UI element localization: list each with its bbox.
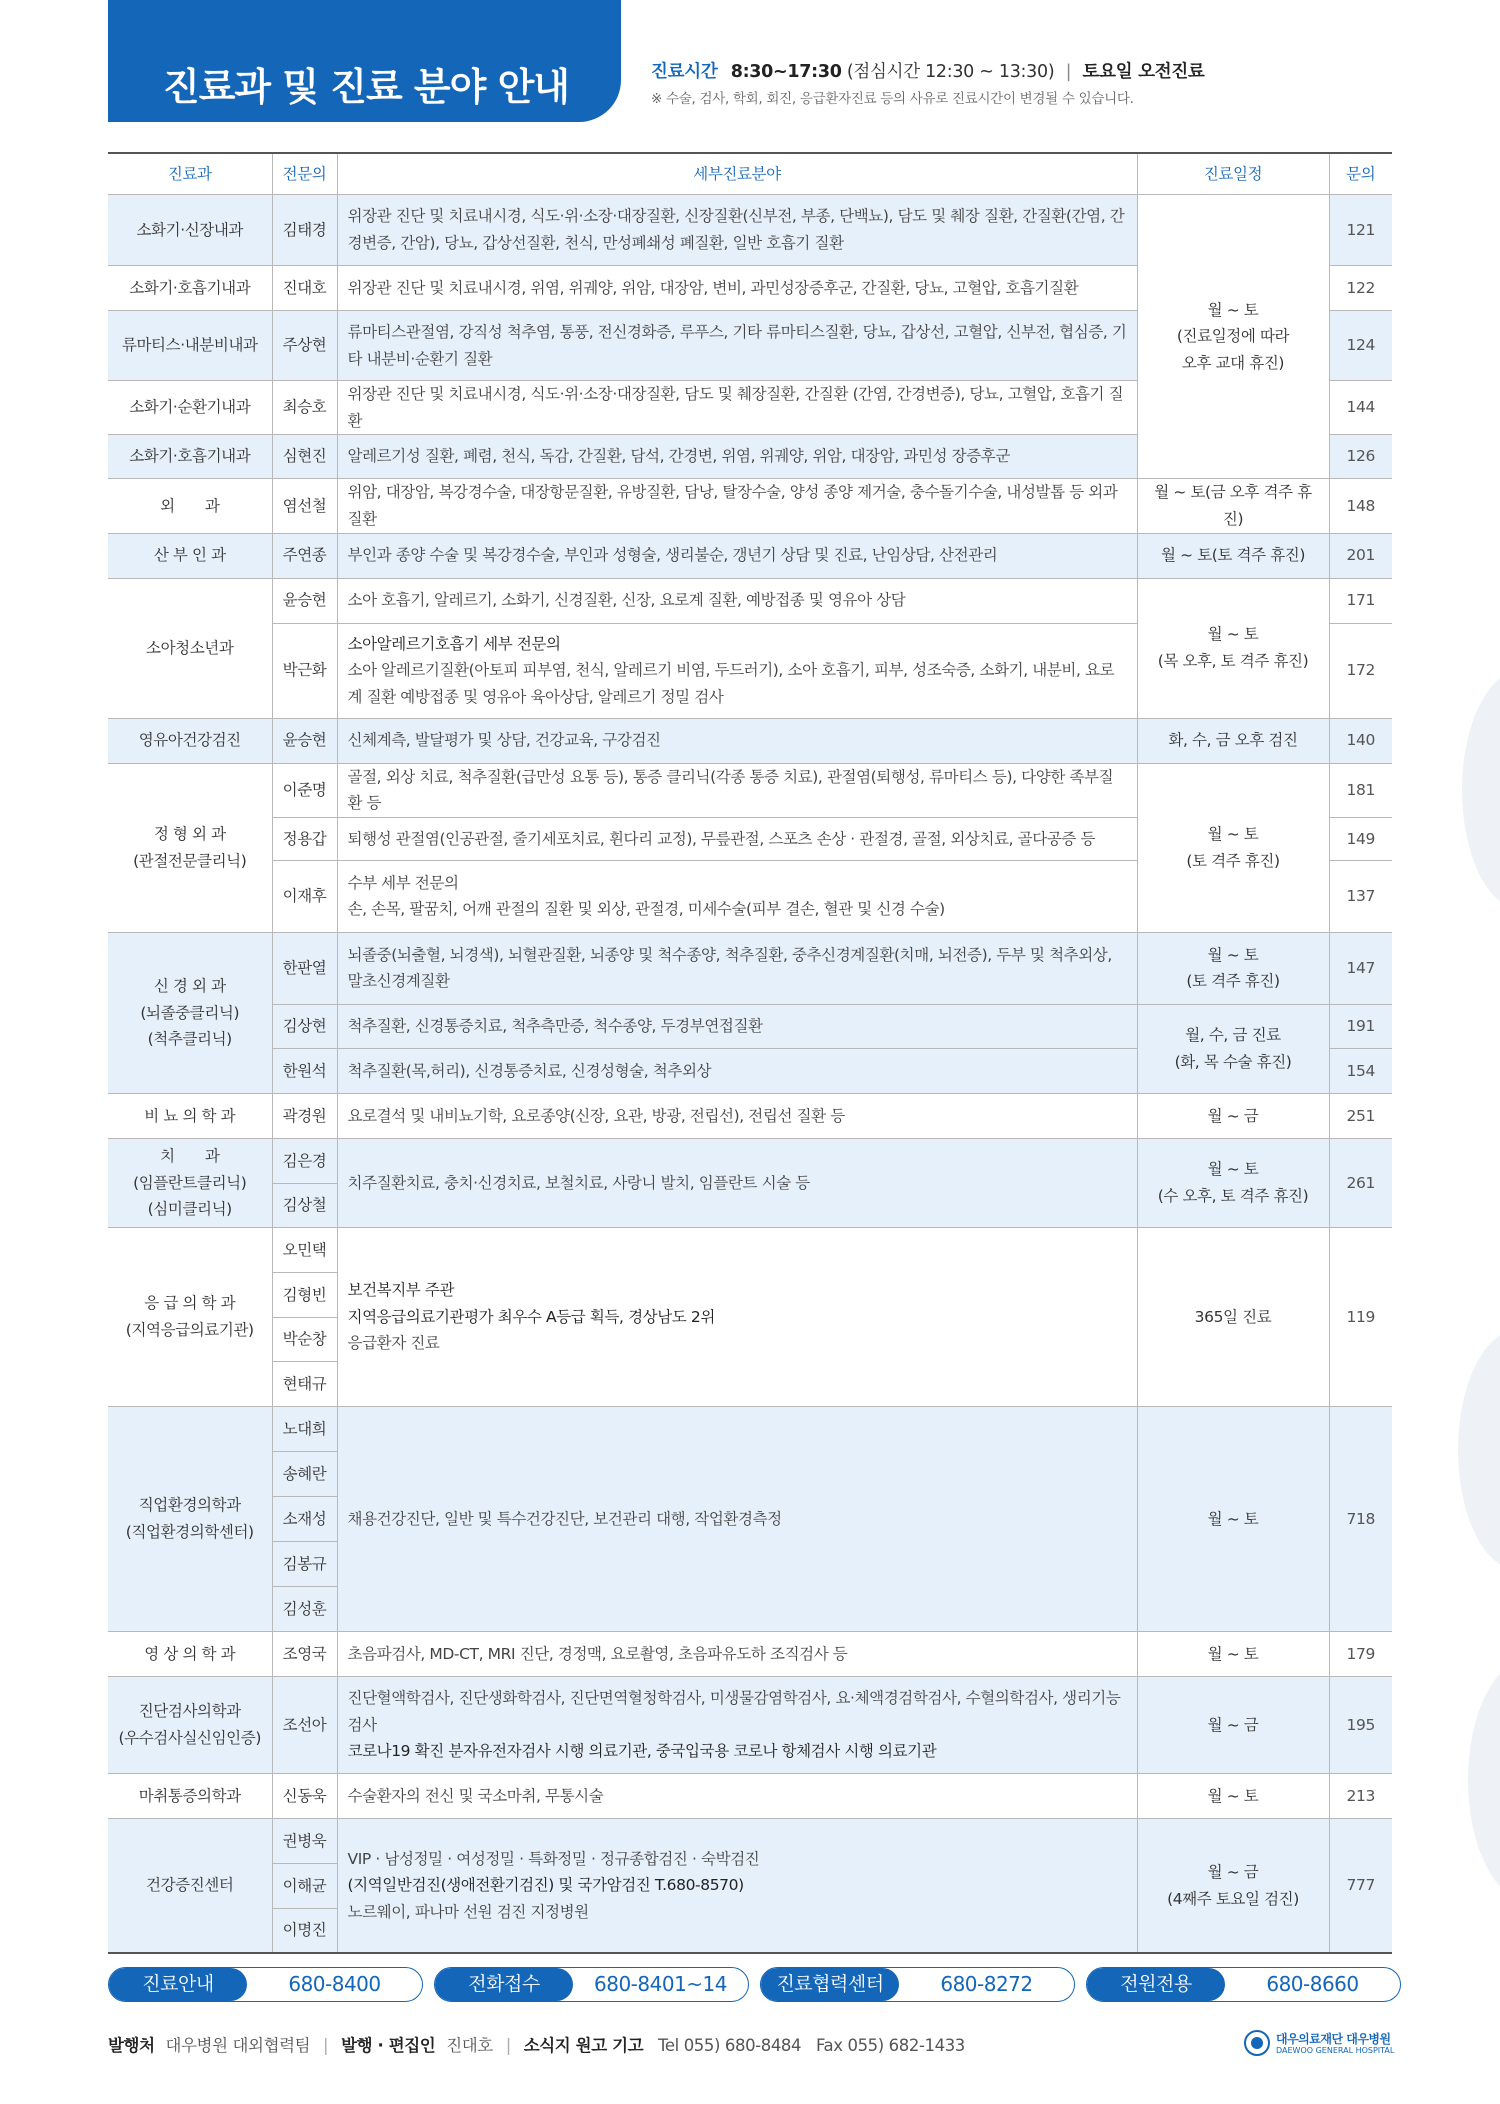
dept-cell: 비 뇨 의 학 과: [108, 1093, 272, 1138]
detail-cell: 부인과 종양 수술 및 복강경수술, 부인과 성형술, 생리불순, 갱년기 상담 및 진료, 난임상담, 산전관리: [337, 533, 1137, 578]
page-title: 진료과 및 진료 분야 안내: [163, 65, 569, 109]
doctor-cell: 곽경원: [272, 1093, 337, 1138]
table-row: [108, 1631, 1392, 1676]
dept-cell: 산 부 인 과: [108, 533, 272, 578]
hours-info: [651, 58, 1205, 83]
doctor-cell: 김태경: [272, 195, 337, 266]
tel-cell: 140: [1329, 718, 1392, 763]
detail-cell: 채용건강진단, 일반 및 특수건강진단, 보건관리 대행, 작업환경측정: [337, 1406, 1137, 1631]
doctor-cell: 김봉규: [272, 1541, 337, 1586]
tel-cell: 148: [1329, 479, 1392, 533]
header-detail: 세부진료분야: [337, 153, 1137, 195]
dept-cell: 소화기·호흡기내과: [108, 266, 272, 311]
tel-cell: 122: [1329, 266, 1392, 311]
detail-cell: 진단혈액학검사, 진단생화학검사, 진단면역혈청학검사, 미생물감염학검사, 요·체액경검학검사, 수혈의학검사, 생리기능검사 코로나19 확진 분자유전자검사 시행 의료기관, 중국입국용 코로나 항체검사 시행 의료기관: [337, 1676, 1137, 1773]
dept-cell: 직업환경의학과 (직업환경의학센터): [108, 1406, 272, 1631]
doctor-cell: 한원석: [272, 1048, 337, 1093]
publisher-label: 발행처: [108, 2036, 155, 2055]
table-row: [108, 718, 1392, 763]
detail-cell: 퇴행성 관절염(인공관절, 줄기세포치료, 휜다리 교정), 무릎관절, 스포츠 손상 · 관절경, 골절, 외상치료, 골다공증 등: [337, 817, 1137, 860]
hospital-logo: [1244, 2028, 1394, 2060]
doctor-cell: 윤승현: [272, 578, 337, 623]
schedule-cell: 화, 수, 금 오후 검진: [1137, 718, 1329, 763]
schedule-cell: 365일 진료: [1137, 1227, 1329, 1406]
table-header-row: [108, 153, 1392, 195]
schedule-cell: 월 ~ 토 (수 오후, 토 격주 휴진): [1137, 1138, 1329, 1227]
doctor-cell: 김형빈: [272, 1272, 337, 1317]
tel-cell: 119: [1329, 1227, 1392, 1406]
tel-cell: 718: [1329, 1406, 1392, 1631]
detail-cell: 수술환자의 전신 및 국소마취, 무통시술: [337, 1773, 1137, 1818]
table-row: [108, 1093, 1392, 1138]
tel-cell: 181: [1329, 763, 1392, 817]
detail-cell: 위장관 진단 및 치료내시경, 위염, 위궤양, 위암, 대장암, 변비, 과민성장증후군, 간질환, 당뇨, 고혈압, 호흡기질환: [337, 266, 1137, 311]
contact-number: 680-8401~14: [594, 1972, 727, 1996]
header-schedule: 진료일정: [1137, 153, 1329, 195]
dept-cell: 소화기·순환기내과: [108, 381, 272, 435]
hours-separator: |: [1065, 62, 1072, 82]
contact-pill-transfer: [1086, 1967, 1401, 2002]
saturday-hours: 토요일 오전진료: [1082, 62, 1205, 82]
table-row: [108, 1227, 1392, 1272]
contact-number: 680-8660: [1266, 1972, 1359, 1996]
schedule-cell: 월 ~ 금: [1137, 1093, 1329, 1138]
table-row: [108, 1676, 1392, 1773]
doctor-cell: 송혜란: [272, 1451, 337, 1496]
tel-cell: 179: [1329, 1631, 1392, 1676]
doctor-cell: 윤승현: [272, 718, 337, 763]
tel-cell: 261: [1329, 1138, 1392, 1227]
tel-cell: 124: [1329, 311, 1392, 381]
header-dept: 진료과: [108, 153, 272, 195]
detail-cell: 척추질환(목,허리), 신경통증치료, 신경성형술, 척추외상: [337, 1048, 1137, 1093]
detail-cell: 초음파검사, MD-CT, MRI 진단, 경정맥, 요로촬영, 초음파유도하 조직검사 등: [337, 1631, 1137, 1676]
schedule-cell: 월, 수, 금 진료 (화, 목 수술 휴진): [1137, 1004, 1329, 1093]
detail-cell: 척추질환, 신경통증치료, 척추측만증, 척수종양, 두경부연접질환: [337, 1004, 1137, 1048]
table-row: [108, 195, 1392, 266]
submit-label: 소식지 원고 기고: [523, 2036, 644, 2055]
dept-cell: 건강증진센터: [108, 1818, 272, 1953]
dept-cell: 정 형 외 과 (관절전문클리닉): [108, 763, 272, 932]
decor-circle: [1462, 670, 1500, 910]
contact-label: 진료협력센터: [761, 1968, 899, 2001]
schedule-cell: 월 ~ 토(금 오후 격주 휴진): [1137, 479, 1329, 533]
title-banner: [108, 0, 621, 122]
doctor-cell: 이해균: [272, 1863, 337, 1908]
editor: 진대호: [446, 2036, 493, 2055]
tel-cell: 172: [1329, 623, 1392, 718]
dept-cell: 마취통증의학과: [108, 1773, 272, 1818]
dept-cell: 치 과 (임플란트클리닉) (심미클리닉): [108, 1138, 272, 1227]
contact-pill-info: [108, 1967, 423, 2002]
hours-label: 진료시간: [651, 62, 718, 82]
tel-cell: 171: [1329, 578, 1392, 623]
detail-cell: 류마티스관절염, 강직성 척추염, 통풍, 전신경화증, 루푸스, 기타 류마티스질환, 당뇨, 갑상선, 고혈압, 신부전, 협심증, 기타 내분비·순환기 질환: [337, 311, 1137, 381]
detail-cell: VIP · 남성정밀 · 여성정밀 · 특화정밀 · 정규종합검진 · 숙박검진 (지역일반검진(생애전환기검진) 및 국가암검진 T.680-8570) 노르웨이, 파나마 선원 검진 지정병원: [337, 1818, 1137, 1953]
tel-cell: 213: [1329, 1773, 1392, 1818]
tel-cell: 154: [1329, 1048, 1392, 1093]
detail-cell: 수부 세부 전문의 손, 손목, 팔꿈치, 어깨 관절의 질환 및 외상, 관절경, 미세수술(피부 결손, 혈관 및 신경 수술): [337, 860, 1137, 932]
tel-cell: 251: [1329, 1093, 1392, 1138]
dept-cell: 류마티스·내분비내과: [108, 311, 272, 381]
doctor-cell: 이준명: [272, 763, 337, 817]
tel-cell: 195: [1329, 1676, 1392, 1773]
doctor-cell: 현태규: [272, 1361, 337, 1406]
table-row: [108, 1818, 1392, 1863]
tel-cell: 126: [1329, 435, 1392, 479]
doctor-cell: 오민택: [272, 1227, 337, 1272]
hours-value: 8:30~17:30: [730, 62, 842, 82]
contact-pill-cooperation: [760, 1967, 1075, 2002]
decor-circle: [1468, 1660, 1500, 1900]
doctor-cell: 박순창: [272, 1317, 337, 1361]
hours-notice: ※ 수술, 검사, 학회, 회진, 응급환자진료 등의 사유로 진료시간이 변경될 수 있습니다.: [651, 91, 1134, 107]
contact-label: 전화접수: [435, 1968, 573, 2001]
footer-info: [108, 2032, 965, 2056]
doctor-cell: 소재성: [272, 1496, 337, 1541]
hospital-emblem-icon: [1244, 2030, 1270, 2056]
footer-separator: |: [505, 2036, 511, 2055]
doctor-cell: 심현진: [272, 435, 337, 479]
table-row: [108, 932, 1392, 1004]
doctor-cell: 권병욱: [272, 1818, 337, 1863]
schedule-cell: 월 ~ 토 (토 격주 휴진): [1137, 763, 1329, 932]
editor-label: 발행 · 편집인: [341, 2036, 436, 2055]
tel-cell: 191: [1329, 1004, 1392, 1048]
doctor-cell: 이명진: [272, 1908, 337, 1953]
table-row: [108, 1004, 1392, 1048]
logo-name-en: DAEWOO GENERAL HOSPITAL: [1276, 2046, 1395, 2055]
table-row: [108, 763, 1392, 817]
table-row: [108, 1406, 1392, 1451]
detail-cell: 뇌졸중(뇌출혈, 뇌경색), 뇌혈관질환, 뇌종양 및 척수종양, 척추질환, 중추신경계질환(치매, 뇌전증), 두부 및 척추외상, 말초신경계질환: [337, 932, 1137, 1004]
dept-cell: 영유아건강검진: [108, 718, 272, 763]
tel-cell: 147: [1329, 932, 1392, 1004]
dept-cell: 소화기·호흡기내과: [108, 435, 272, 479]
detail-cell: 소아알레르기호흡기 세부 전문의 소아 알레르기질환(아토피 피부염, 천식, 알레르기 비염, 두드러기), 소아 호흡기, 피부, 성조숙증, 소화기, 내분비, 요로계 질환 예방접종 및 영유아 육아상담, 알레르기 정밀 검사: [337, 623, 1137, 718]
schedule-cell: 월 ~ 토 (토 격주 휴진): [1137, 932, 1329, 1004]
doctor-cell: 주연종: [272, 533, 337, 578]
detail-cell: 골절, 외상 치료, 척추질환(급만성 요통 등), 통증 클리닉(각종 통증 치료), 관절염(퇴행성, 류마티스 등), 다양한 족부질환 등: [337, 763, 1137, 817]
detail-cell: 위장관 진단 및 치료내시경, 식도·위·소장·대장질환, 신장질환(신부전, 부종, 단백뇨), 담도 및 췌장 질환, 간질환(간염, 간경변증, 간암), 당뇨, 갑상선질환, 천식, 만성폐쇄성 폐질환, 일반 호흡기 질환: [337, 195, 1137, 266]
footer-fax: Fax 055) 682-1433: [815, 2036, 965, 2055]
doctor-cell: 김상현: [272, 1004, 337, 1048]
schedule-cell: 월 ~ 토: [1137, 1773, 1329, 1818]
tel-cell: 121: [1329, 195, 1392, 266]
doctor-cell: 김은경: [272, 1138, 337, 1183]
detail-cell: 보건복지부 주관 지역응급의료기관평가 최우수 A등급 획득, 경상남도 2위 응급환자 진료: [337, 1227, 1137, 1406]
doctor-cell: 노대희: [272, 1406, 337, 1451]
schedule-cell: 월 ~ 금 (4째주 토요일 검진): [1137, 1818, 1329, 1953]
doctor-cell: 한판열: [272, 932, 337, 1004]
detail-cell: 위장관 진단 및 치료내시경, 식도·위·소장·대장질환, 담도 및 췌장질환, 간질환 (간염, 간경변증), 당뇨, 고혈압, 호흡기 질환: [337, 381, 1137, 435]
table-row: [108, 533, 1392, 578]
dept-cell: 응 급 의 학 과 (지역응급의료기관): [108, 1227, 272, 1406]
table-row: [108, 578, 1392, 623]
doctor-cell: 이재후: [272, 860, 337, 932]
doctor-cell: 김상철: [272, 1183, 337, 1227]
detail-cell: 치주질환치료, 충치·신경치료, 보철치료, 사랑니 발치, 임플란트 시술 등: [337, 1138, 1137, 1227]
schedule-cell: 월 ~ 금: [1137, 1676, 1329, 1773]
table-row: [108, 1773, 1392, 1818]
doctor-cell: 조선아: [272, 1676, 337, 1773]
dept-cell: 신 경 외 과 (뇌졸중클리닉) (척추클리닉): [108, 932, 272, 1093]
dept-cell: 진단검사의학과 (우수검사실신임인증): [108, 1676, 272, 1773]
dept-cell: 영 상 의 학 과: [108, 1631, 272, 1676]
decor-circle: [1458, 1330, 1500, 1570]
publisher: 대우병원 대외협력팀: [165, 2036, 311, 2055]
detail-cell: 위암, 대장암, 복강경수술, 대장항문질환, 유방질환, 담낭, 탈장수술, 양성 종양 제거술, 충수돌기수술, 내성발톱 등 외과질환: [337, 479, 1137, 533]
doctor-cell: 박근화: [272, 623, 337, 718]
dept-cell: 소아청소년과: [108, 578, 272, 718]
schedule-cell: 월 ~ 토 (목 오후, 토 격주 휴진): [1137, 578, 1329, 718]
logo-name-ko: 대우의료재단 대우병원: [1276, 2032, 1391, 2046]
doctor-cell: 김성훈: [272, 1586, 337, 1631]
detail-cell: 요로결석 및 내비뇨기학, 요로종양(신장, 요관, 방광, 전립선), 전립선 질환 등: [337, 1093, 1137, 1138]
schedule-cell: 월 ~ 토: [1137, 1631, 1329, 1676]
contact-number: 680-8272: [940, 1972, 1033, 1996]
contact-pill-reception: [434, 1967, 749, 2002]
footer-separator: |: [323, 2036, 329, 2055]
schedule-cell: 월 ~ 토(토 격주 휴진): [1137, 533, 1329, 578]
tel-cell: 777: [1329, 1818, 1392, 1953]
doctor-cell: 정용갑: [272, 817, 337, 860]
table-row: [108, 479, 1392, 533]
doctor-cell: 신동욱: [272, 1773, 337, 1818]
schedule-cell: 월 ~ 토 (진료일정에 따라 오후 교대 휴진): [1137, 195, 1329, 479]
contact-label: 진료안내: [109, 1968, 247, 2001]
tel-cell: 137: [1329, 860, 1392, 932]
detail-cell: 알레르기성 질환, 폐렴, 천식, 독감, 간질환, 담석, 간경변, 위염, 위궤양, 위암, 대장암, 과민성 장증후군: [337, 435, 1137, 479]
doctor-cell: 주상현: [272, 311, 337, 381]
dept-cell: 외 과: [108, 479, 272, 533]
dept-cell: 소화기·신장내과: [108, 195, 272, 266]
schedule-cell: 월 ~ 토: [1137, 1406, 1329, 1631]
contact-number: 680-8400: [288, 1972, 381, 1996]
doctor-cell: 염선철: [272, 479, 337, 533]
tel-cell: 144: [1329, 381, 1392, 435]
contact-label: 전원전용: [1087, 1968, 1225, 2001]
table-row: [108, 1138, 1392, 1183]
tel-cell: 201: [1329, 533, 1392, 578]
lunch-hours: (점심시간 12:30 ~ 13:30): [846, 62, 1055, 82]
doctor-cell: 조영국: [272, 1631, 337, 1676]
doctor-cell: 최승호: [272, 381, 337, 435]
header-tel: 문의: [1329, 153, 1392, 195]
tel-cell: 149: [1329, 817, 1392, 860]
header-doctor: 전문의: [272, 153, 337, 195]
doctor-cell: 진대호: [272, 266, 337, 311]
detail-cell: 소아 호흡기, 알레르기, 소화기, 신경질환, 신장, 요로계 질환, 예방접종 및 영유아 상담: [337, 578, 1137, 623]
detail-cell: 신체계측, 발달평가 및 상담, 건강교육, 구강검진: [337, 718, 1137, 763]
footer-tel: Tel 055) 680-8484: [658, 2036, 802, 2055]
department-table: [108, 152, 1392, 1954]
